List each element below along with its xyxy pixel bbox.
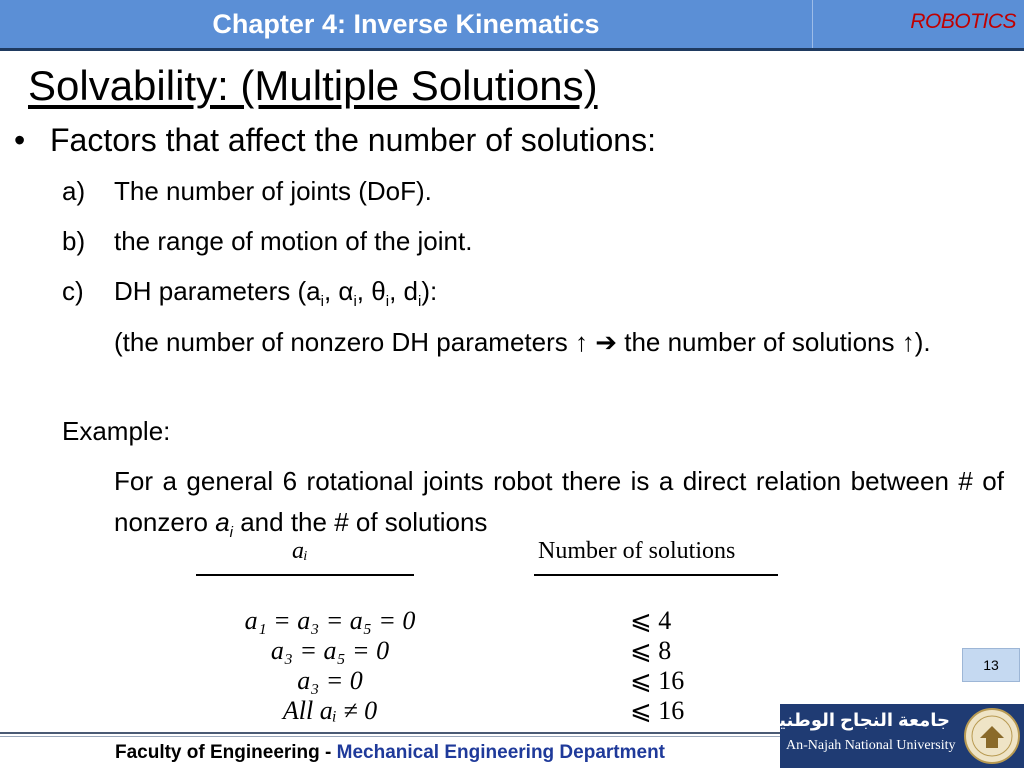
sub-i: i (320, 293, 324, 311)
example-label: Example: (62, 416, 171, 446)
header-bar (0, 0, 1024, 51)
dh-d: , d (389, 276, 418, 306)
dh-theta: , θ (356, 276, 386, 306)
dh-detail-paragraph: (the number of nonzero DH parameters ↑ ➔ the number of solutions ↑). (114, 327, 931, 357)
header-rule-left (196, 574, 414, 576)
footer-department: Mechanical Engineering Department (336, 742, 666, 763)
dh-parameters-text (114, 276, 437, 310)
list-text: The number of joints (DoF). (114, 176, 432, 206)
bullet-text: Factors that affect the number of solutions: (50, 122, 656, 158)
table-header-solutions: Number of solutions (538, 538, 736, 564)
example-suffix: and the # of solutions (233, 507, 488, 537)
list-text: the range of motion of the joint. (114, 226, 473, 256)
table-row-solutions: ⩽ 4 (630, 606, 672, 635)
header-rule-right (534, 574, 778, 576)
main-bullet (14, 122, 656, 159)
dh-alpha: , α (323, 276, 354, 306)
university-arabic-name: جامعة النجاح الوطنية (768, 710, 950, 730)
footer-text (0, 742, 780, 764)
university-seal-icon (964, 708, 1020, 764)
university-english-name: An-Najah National University (786, 738, 956, 753)
list-letter: b) (62, 226, 86, 256)
table-header-ai: aᵢ (292, 538, 308, 564)
table-row-condition: a₃ = a₅ = 0 (270, 636, 390, 665)
solutions-table (190, 538, 790, 730)
university-logo-block (768, 704, 1024, 768)
table-row-solutions: ⩽ 16 (630, 696, 685, 725)
sub-i: i (385, 293, 390, 311)
table-row-condition: a₁ = a₃ = a₅ = 0 (244, 606, 416, 635)
list-letter: c) (62, 276, 84, 306)
list-letter: a) (62, 176, 86, 206)
bullet-icon: • (14, 122, 26, 158)
page-number: 13 (962, 648, 1020, 682)
sub-i: i (417, 293, 422, 311)
sub-i: i (353, 293, 357, 311)
dh-prefix: DH parameters (a (114, 276, 321, 306)
example-prefix: For a general 6 rotational joints robot there is a direct relation between # of nonzero (114, 466, 1004, 537)
example-ai: a (215, 507, 230, 537)
footer-rule-thin (0, 736, 780, 737)
chapter-title: Chapter 4: Inverse Kinematics (212, 9, 600, 39)
table-row-condition: a₃ = 0 (297, 666, 363, 695)
robotics-label: ROBOTICS (910, 10, 1016, 33)
table-row-solutions: ⩽ 8 (630, 636, 672, 665)
dh-suffix: ): (421, 276, 438, 306)
table-row-solutions: ⩽ 16 (630, 666, 685, 695)
footer-faculty: Faculty of Engineering - (114, 742, 337, 763)
example-ai-sub: i (229, 524, 233, 542)
footer-rule (0, 732, 780, 734)
table-row-condition: All aᵢ ≠ 0 (282, 696, 378, 725)
slide-title: Solvability: (Multiple Solutions) (28, 62, 598, 109)
header-divider (812, 0, 813, 48)
